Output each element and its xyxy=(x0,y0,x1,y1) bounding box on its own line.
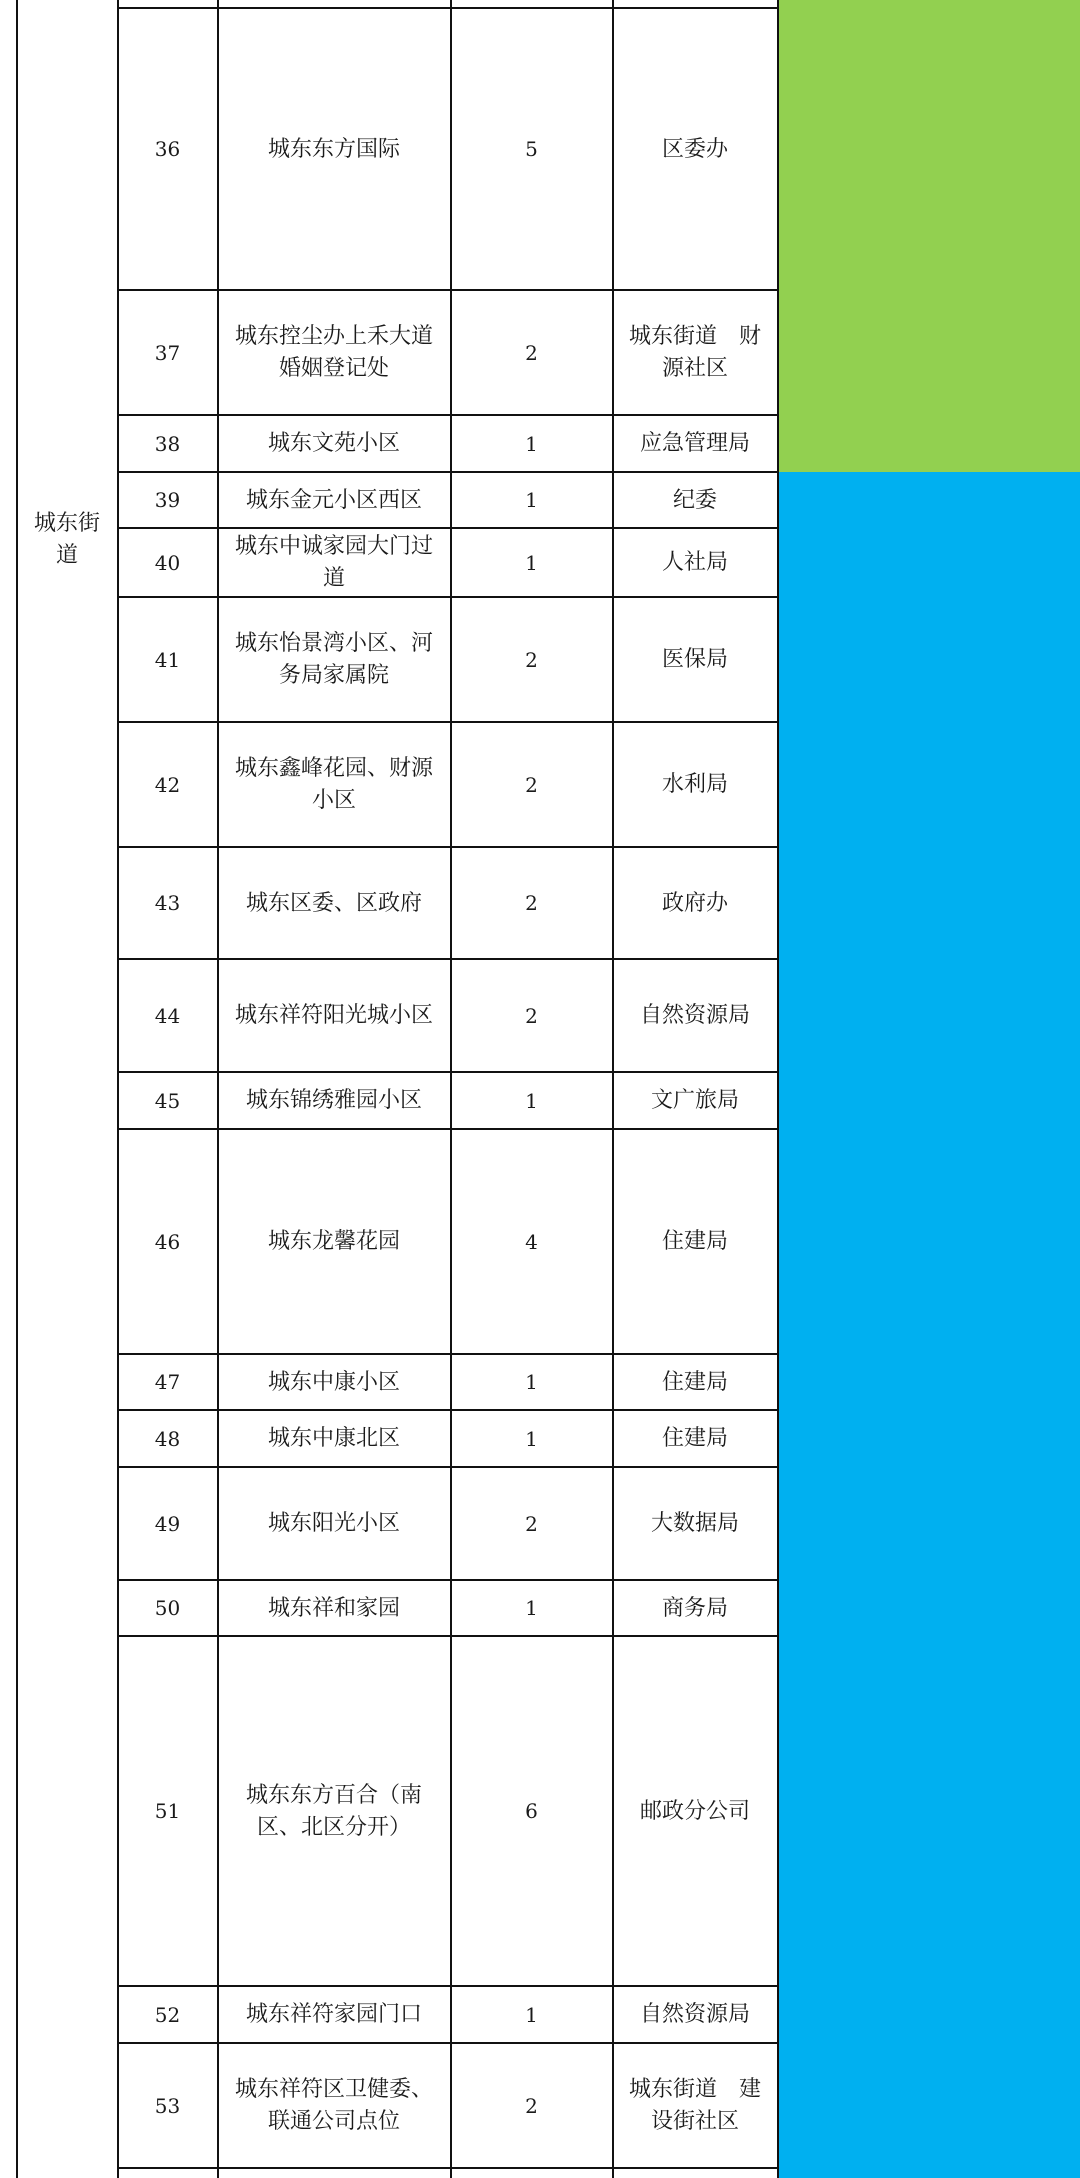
site-name: 城东祥符阳光城小区 xyxy=(234,1003,433,1029)
site-name: 城东祥和家园 xyxy=(267,1595,400,1621)
responsible-unit: 住建局 xyxy=(661,1426,728,1452)
responsible-unit: 邮政分公司 xyxy=(639,1798,750,1824)
responsible-unit: 自然资源局 xyxy=(639,2002,750,2028)
site-count: 5 xyxy=(525,137,538,161)
row-number: 38 xyxy=(154,431,181,456)
responsible-unit: 城东街道 财 源社区 xyxy=(628,324,761,381)
site-count: 2 xyxy=(525,891,538,915)
table-border-col5 xyxy=(777,0,779,2178)
site-name: 城东龙馨花园 xyxy=(267,1229,400,1255)
row-divider xyxy=(117,1409,779,1411)
site-name: 城东中诚家园大门过 道 xyxy=(234,534,433,591)
site-count: 2 xyxy=(525,1511,538,1536)
site-count: 2 xyxy=(525,340,538,365)
row-number: 47 xyxy=(154,1370,181,1394)
site-name: 城东中康小区 xyxy=(267,1369,400,1395)
site-name: 城东金元小区西区 xyxy=(245,487,422,513)
row-divider xyxy=(117,527,779,529)
row-divider xyxy=(117,1635,779,1637)
site-name: 城东东方百合（南 区、北区分开） xyxy=(245,1782,422,1840)
site-name: 城东锦绣雅园小区 xyxy=(245,1088,422,1114)
row-divider xyxy=(117,1071,779,1073)
row-number: 41 xyxy=(154,647,181,672)
row-divider xyxy=(117,1579,779,1581)
row-number: 50 xyxy=(154,1596,181,1620)
row-number: 40 xyxy=(154,550,181,575)
row-divider xyxy=(117,1985,779,1987)
table-border-left xyxy=(16,0,18,2178)
responsible-unit: 医保局 xyxy=(661,647,728,673)
row-number: 42 xyxy=(154,772,181,797)
row-number: 44 xyxy=(154,1003,181,1028)
row-number: 39 xyxy=(154,488,181,512)
row-divider xyxy=(117,2042,779,2044)
district-label: 城东街道 xyxy=(33,511,100,568)
site-count: 2 xyxy=(525,647,538,672)
site-count: 2 xyxy=(525,2093,538,2118)
site-name: 城东鑫峰花园、财源 小区 xyxy=(234,756,433,813)
site-count: 4 xyxy=(525,1229,538,1254)
site-count: 1 xyxy=(525,1426,538,1451)
row-number: 36 xyxy=(154,137,181,161)
row-number: 46 xyxy=(154,1229,181,1254)
table-border-col3 xyxy=(450,0,452,2178)
site-name: 城东中康北区 xyxy=(267,1426,400,1452)
row-number: 43 xyxy=(154,891,181,915)
site-count: 6 xyxy=(525,1799,538,1823)
row-divider xyxy=(117,596,779,598)
row-divider xyxy=(117,1353,779,1355)
row-number: 51 xyxy=(154,1799,181,1823)
site-name: 城东祥符家园门口 xyxy=(245,2002,422,2028)
row-number: 37 xyxy=(154,340,181,365)
row-divider xyxy=(117,414,779,416)
row-divider xyxy=(117,958,779,960)
site-name: 城东阳光小区 xyxy=(267,1511,400,1537)
row-divider xyxy=(117,721,779,723)
responsible-unit: 住建局 xyxy=(661,1369,728,1395)
site-count: 1 xyxy=(525,431,538,456)
row-number: 53 xyxy=(154,2093,181,2118)
row-divider xyxy=(117,846,779,848)
responsible-unit: 住建局 xyxy=(661,1229,728,1255)
row-divider xyxy=(117,2167,779,2169)
responsible-unit: 大数据局 xyxy=(650,1511,739,1537)
site-count: 1 xyxy=(525,488,538,512)
responsible-unit: 水利局 xyxy=(661,772,728,798)
responsible-unit: 政府办 xyxy=(661,890,728,916)
group-color-blue xyxy=(779,472,1080,2178)
responsible-unit: 文广旅局 xyxy=(650,1088,739,1114)
site-name: 城东怡景湾小区、河 务局家属院 xyxy=(234,631,433,688)
responsible-unit: 人社局 xyxy=(661,550,728,576)
site-count: 1 xyxy=(525,1596,538,1620)
row-number: 48 xyxy=(154,1426,181,1451)
site-count: 1 xyxy=(525,2002,538,2027)
responsible-unit: 应急管理局 xyxy=(639,431,750,457)
row-divider xyxy=(117,289,779,291)
row-divider xyxy=(117,1128,779,1130)
responsible-unit: 城东街道 建 设街社区 xyxy=(628,2077,761,2134)
row-divider xyxy=(117,471,779,473)
site-count: 1 xyxy=(525,1370,538,1394)
table-border-col4 xyxy=(612,0,614,2178)
row-number: 49 xyxy=(154,1511,181,1536)
group-color-green xyxy=(779,0,1080,472)
responsible-unit: 自然资源局 xyxy=(639,1003,750,1029)
responsible-unit: 商务局 xyxy=(661,1595,728,1621)
responsible-unit: 纪委 xyxy=(672,487,717,513)
table-border-col2 xyxy=(217,0,219,2178)
row-number: 52 xyxy=(154,2002,181,2027)
site-name: 城东控尘办上禾大道 婚姻登记处 xyxy=(234,324,433,381)
site-name: 城东祥符区卫健委、 联通公司点位 xyxy=(234,2077,433,2134)
site-count: 1 xyxy=(525,1088,538,1113)
site-count: 2 xyxy=(525,772,538,797)
site-name: 城东东方国际 xyxy=(267,136,400,162)
row-divider xyxy=(117,7,779,9)
site-count: 1 xyxy=(525,550,538,575)
row-number: 45 xyxy=(154,1088,181,1113)
responsible-unit: 区委办 xyxy=(661,136,728,162)
row-divider xyxy=(117,1466,779,1468)
site-name: 城东文苑小区 xyxy=(267,431,400,457)
site-count: 2 xyxy=(525,1003,538,1028)
site-name: 城东区委、区政府 xyxy=(245,890,422,916)
table-border-col1 xyxy=(117,0,119,2178)
